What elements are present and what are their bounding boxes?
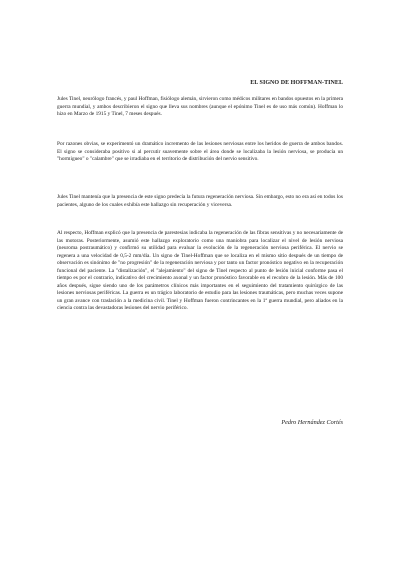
paragraph-1: Jules Tinel, neurólogo francés, y paul Hoffman, fisiólogo alemán, sirvieron como médicos militares en bandos opuestos en la primera guerra mundial, y ambos describieron el signo que lleva sus nombres (aunque el epónimo Tinel es de uso más común). Hoffman lo hizo en Marzo de 1915 y Tinel, 7 meses después. xyxy=(57,96,343,118)
author-signature: Pedro Hernández Cortés xyxy=(281,419,343,426)
document-title: EL SIGNO DE HOFFMAN-TINEL xyxy=(250,80,343,86)
paragraph-2: Por razones obvias, se experimentó un dramático incremento de las lesiones nerviosas entre los heridos de guerra de ambos bandos. El signo se consideraba positivo si al percutir suavemente sobre el área donde se localizaba la lesión nerviosa, se producía un "hormigueo" o "calambre" que se irradiaba en el territorio de distribución del nervio sensitivo. xyxy=(57,141,343,163)
paragraph-4: Al respecto, Hoffman explicó que la presencia de parestesias indicaba la regeneración de las fibras sensitivas y no necesariamente de las motoras. Posteriormente, asumió este hallazgo exploratorio como una maniobra para localizar el nivel de lesión nerviosa (neuroma postraumático) y confirmó su utilidad para evaluar la evolución de la regeneración nerviosa periférica. El nervio se regenera a una velocidad de 0,5-2 mm/día. Un signo de Tinel-Hoffman que se localiza en el mismo sitio después de un tiempo de observación es sinónimo de "no progresión" de la regeneración nerviosa y por tanto un factor pronóstico negativo en la recuperación funcional del paciente. La "distalización", el "alejamiento" del signo de Tinel respecto al punto de lesión inicial conforme pasa el tiempo es por el contrario, indicativo del crecimiento axonal y un factor pronóstico favorable en el recobro de la lesión. Más de 100 años después, sigue siendo uno de los parámetros clínicos más importantes en el seguimiento del tratamiento quirúrgico de las lesiones nerviosas periféricas. La guerra es un trágico laboratorio de estudio para las lesiones traumáticas, pero muchas veces supone un gran avance con traslación a la medicina civil. Tinel y Hoffman fueron contrincantes en la 1ª guerra mundial, pero aliados en la ciencia contra las devastadoras lesiones del nervio periférico. xyxy=(57,230,343,312)
paragraph-3: Jules Tinel mantenía que la presencia de este signo predecía la futura regeneración nerviosa. Sin embargo, esto no era así en todos los pacientes, alguno de los cuales exhibía este hallazgo sin recuperación y viceversa. xyxy=(57,194,343,208)
document-page xyxy=(57,0,343,566)
